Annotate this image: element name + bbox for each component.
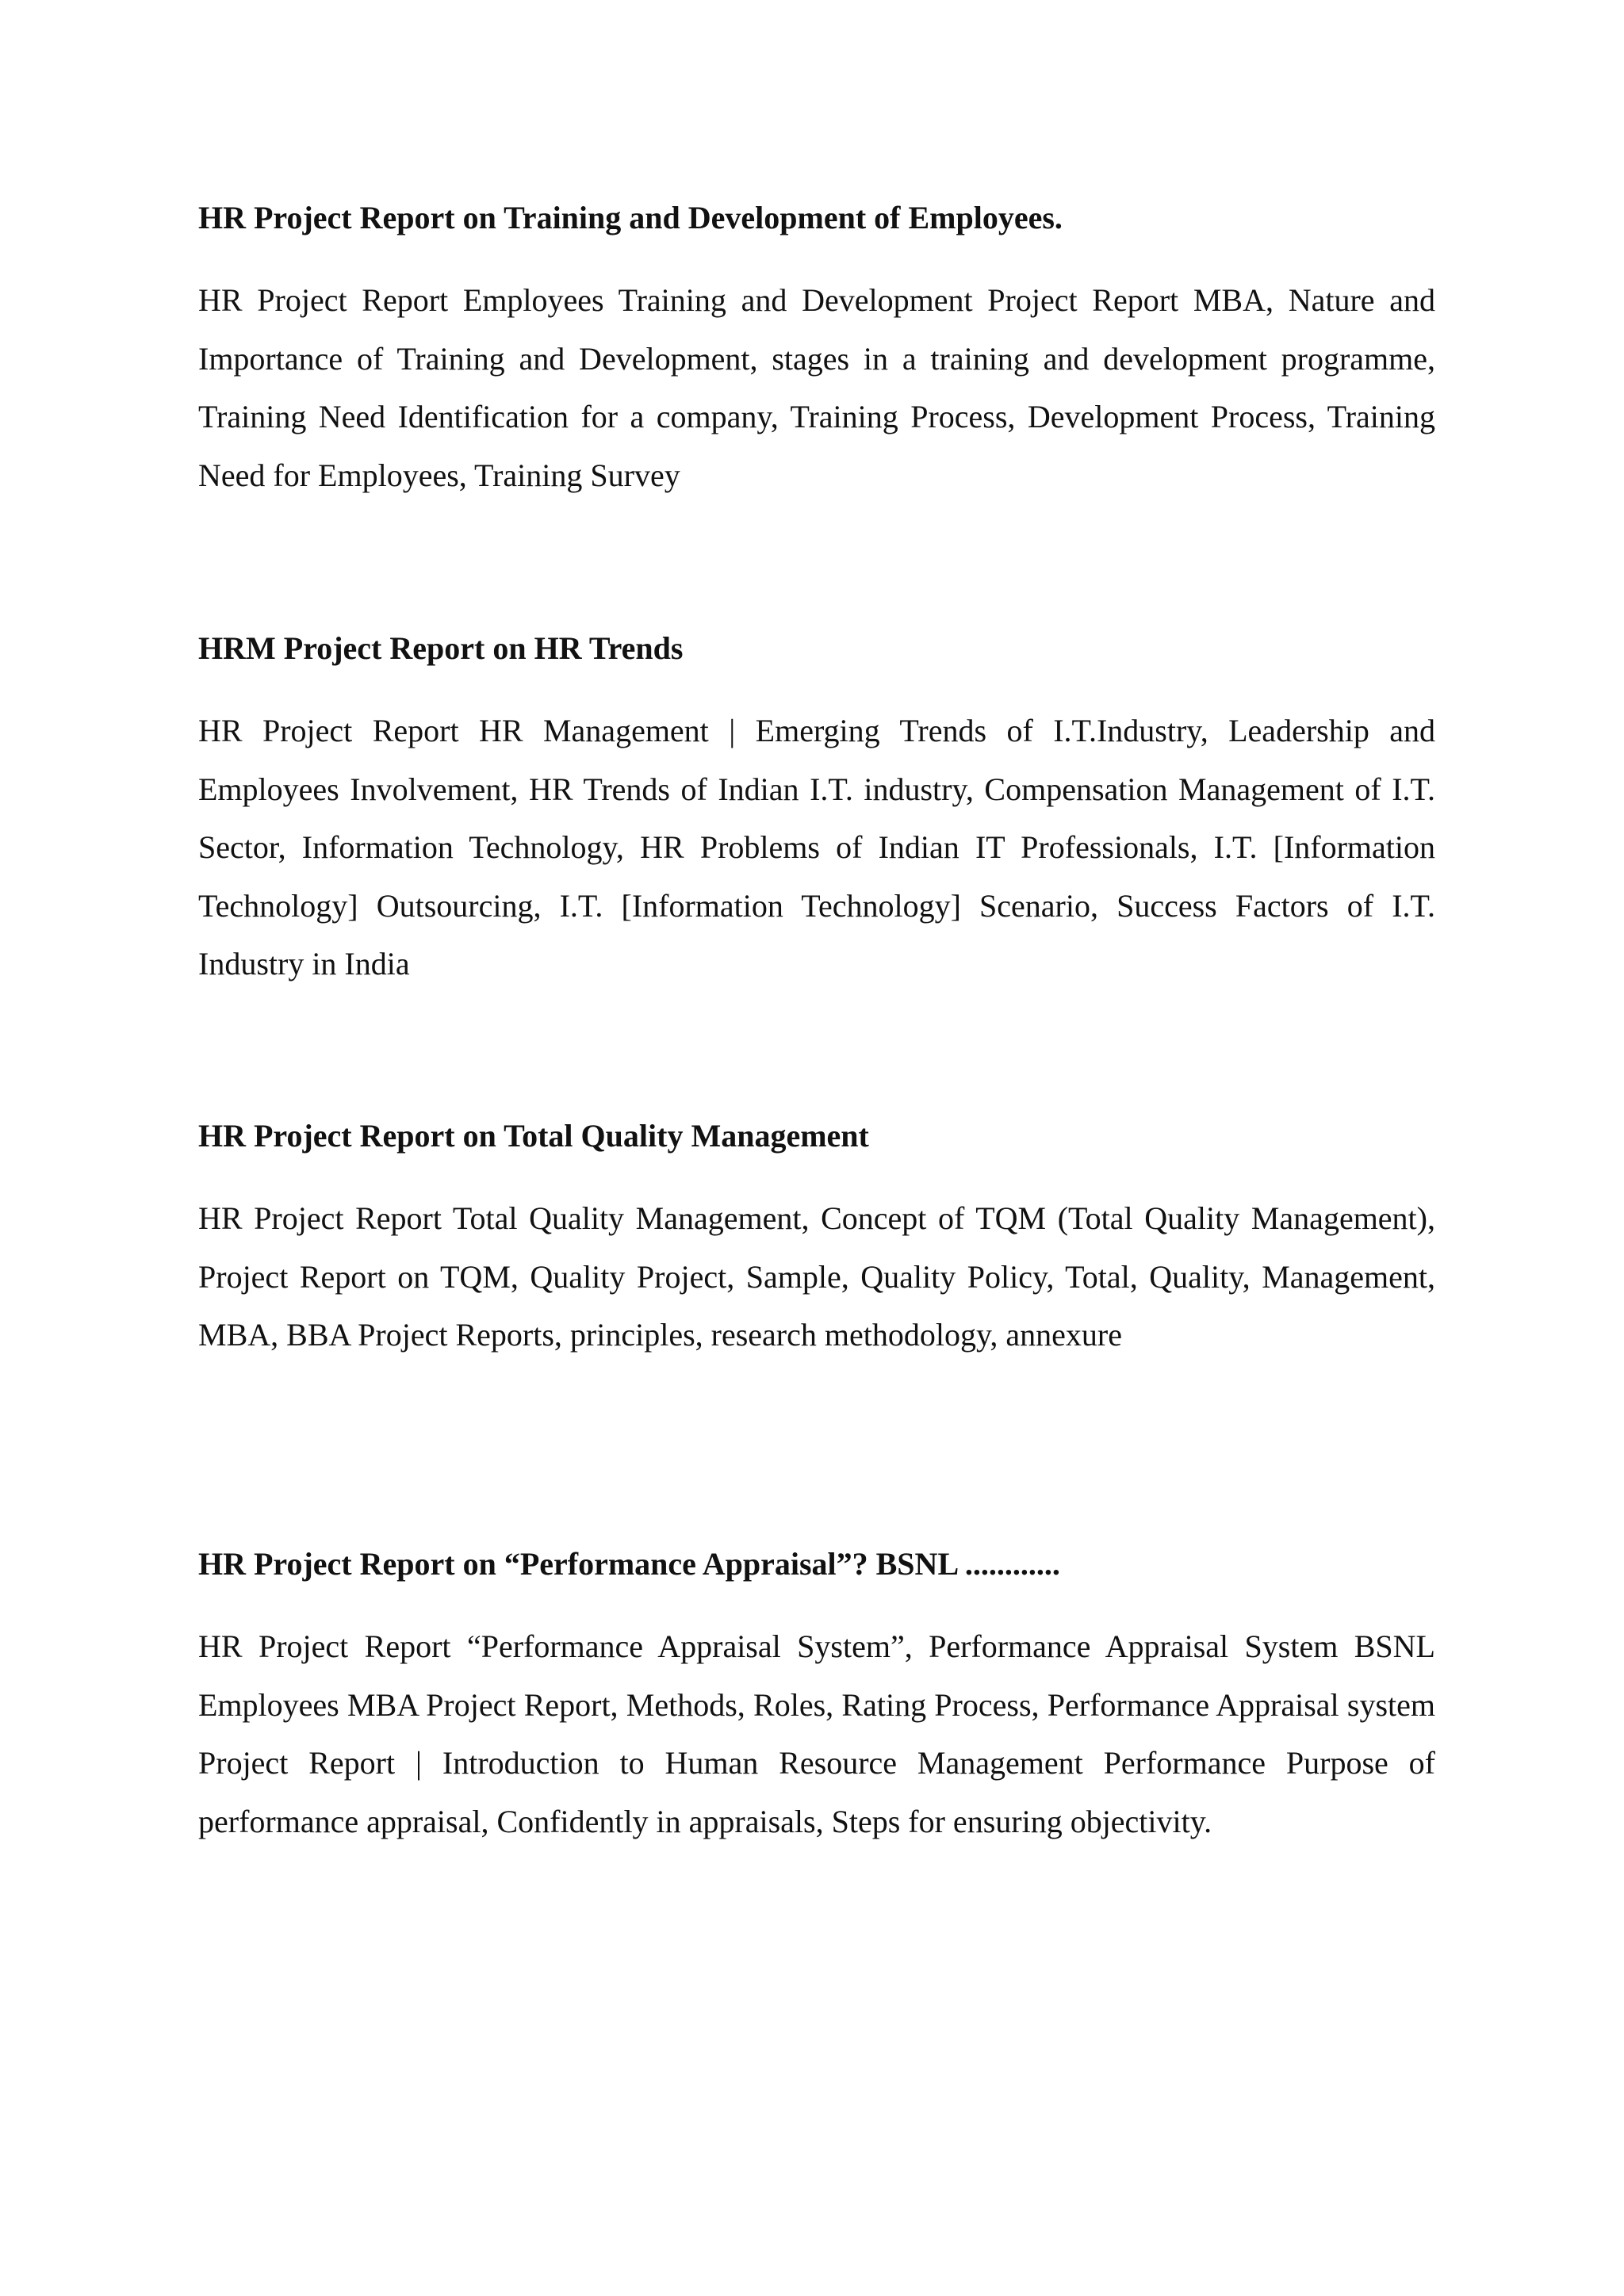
section-title: HRM Project Report on HR Trends bbox=[198, 630, 684, 666]
section-title: HR Project Report on Training and Development of Employees. bbox=[198, 200, 1063, 235]
section-title: HR Project Report on “Performance Appraisal”? BSNL ............ bbox=[198, 1546, 1060, 1582]
section-hr-trends bbox=[198, 629, 1435, 993]
section-performance-appraisal bbox=[198, 1544, 1435, 1850]
section-title: HR Project Report on Total Quality Management bbox=[198, 1118, 869, 1154]
section-body: HR Project Report HR Management | Emerging Trends of I.T.Industry, Leadership and Employees Involvement, HR Trends of Indian I.T. industry, Compensation Management of I.T. Sector, Information Technology, HR Problems of Indian IT Professionals, I.T. [Information Technology] Outsourcing, I.T. [Information Technology] Scenario, Success Factors of I.T. Industry in India bbox=[198, 713, 1435, 982]
section-body: HR Project Report Total Quality Management, Concept of TQM (Total Quality Management), Project Report on TQM, Quality Project, Sample, Quality Policy, Total, Quality, Management, MBA, BBA Project Reports, principles, research methodology, annexure bbox=[198, 1200, 1435, 1353]
section-total-quality-management bbox=[198, 1116, 1435, 1364]
section-training-development bbox=[198, 198, 1435, 504]
section-body: HR Project Report “Performance Appraisal System”, Performance Appraisal System BSNL Employees MBA Project Report, Methods, Roles, Rating Process, Performance Appraisal system Project Report | Introduction to Human Resource Management Performance Purpose of performance appraisal, Confidently in appraisals, Steps for ensuring objectivity. bbox=[198, 1628, 1435, 1839]
section-body: HR Project Report Employees Training and Development Project Report MBA, Nature and Importance of Training and Development, stages in a training and development programme, Training Need Identification for a company, Training Process, Development Process, Training Need for Employees, Training Survey bbox=[198, 282, 1435, 493]
